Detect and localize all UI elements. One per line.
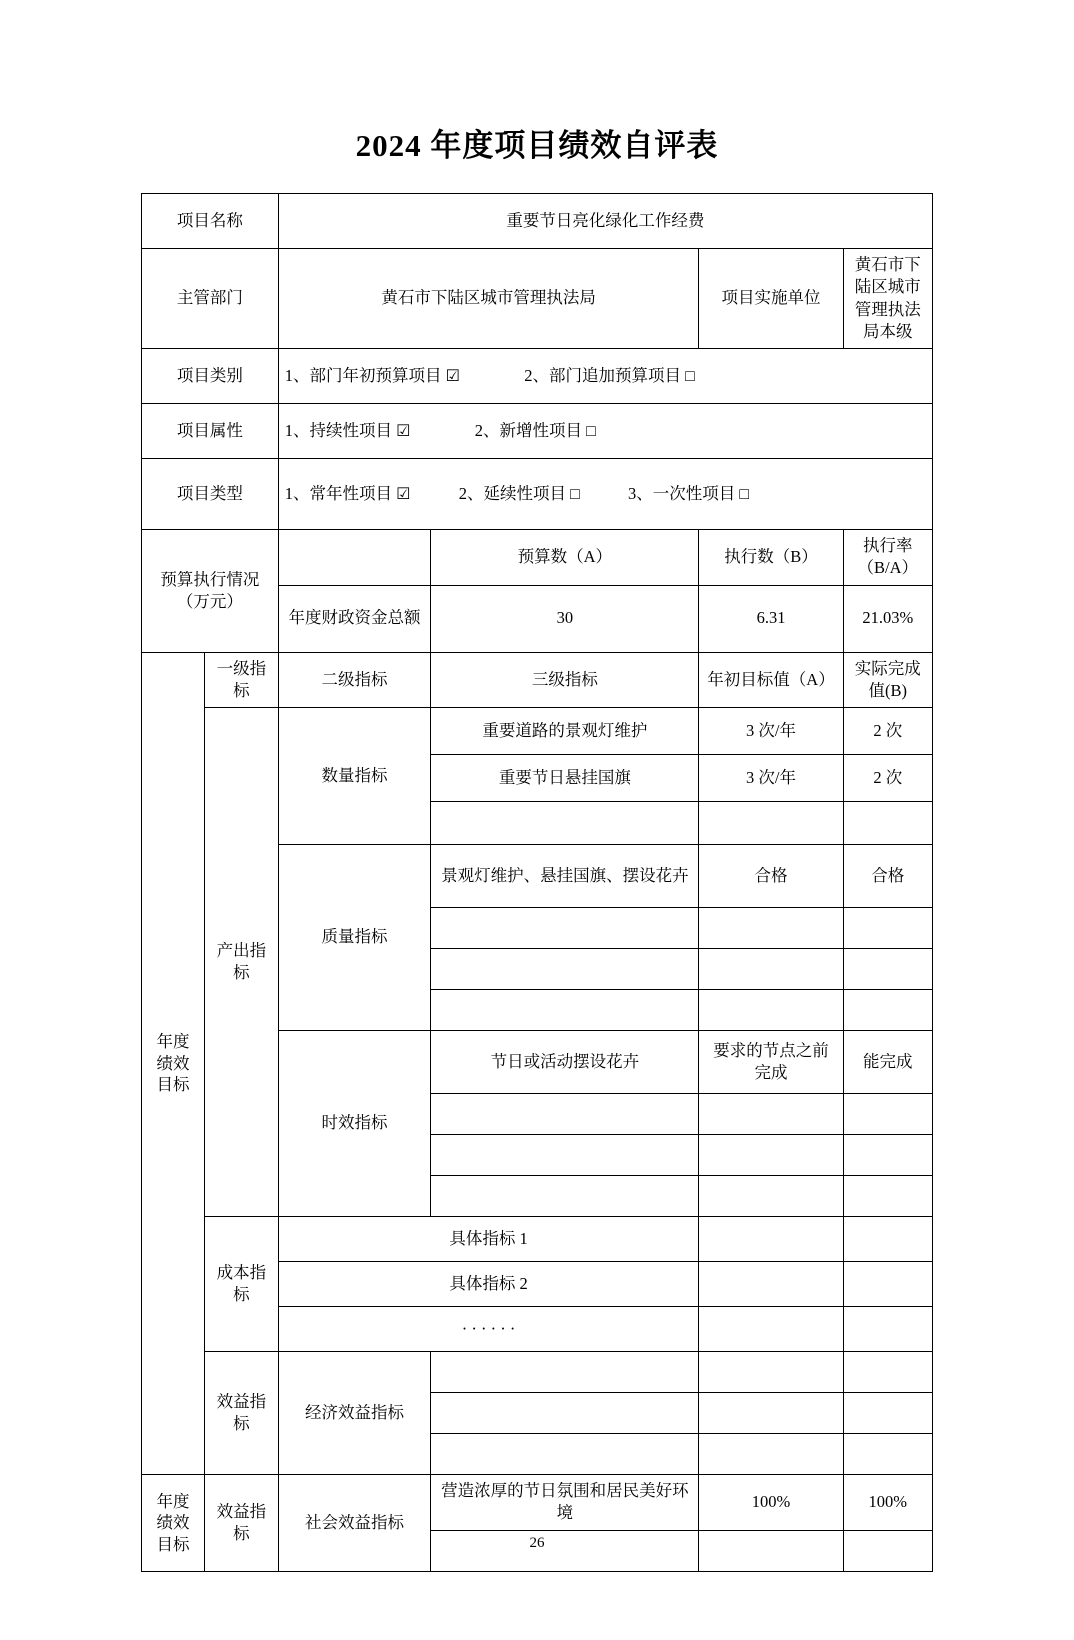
checkbox-checked-icon[interactable]: ☑ <box>445 367 460 385</box>
table-row-indicator-header <box>142 652 933 708</box>
label-implementation-unit: 项目实施单位 <box>699 249 843 349</box>
type-option-3-label: 3、一次性项目 <box>628 483 736 503</box>
table-row-project-name <box>142 194 933 249</box>
benefit-indicator-text: 效益指标 <box>216 1391 267 1434</box>
timeliness-actual-4 <box>843 1176 932 1217</box>
label-quantity-indicator: 数量指标 <box>278 708 431 845</box>
label-benefit-indicator-2 <box>205 1475 279 1572</box>
attribute-option-2[interactable] <box>475 420 596 443</box>
benefit-indicator-2-text: 效益指标 <box>216 1501 267 1543</box>
category-option-1[interactable] <box>285 365 460 388</box>
value-project-name: 重要节日亮化绿化工作经费 <box>278 194 932 249</box>
quality-target-2 <box>699 908 843 949</box>
economic-target-2 <box>699 1393 843 1434</box>
quality-indicator-2 <box>431 908 699 949</box>
budget-col-budget: 预算数（A） <box>431 530 699 586</box>
timeliness-actual-3 <box>843 1135 932 1176</box>
value-project-type <box>278 459 932 530</box>
quality-actual-3 <box>843 949 932 990</box>
type-option-2-label: 2、延续性项目 <box>458 483 566 503</box>
economic-actual-3 <box>843 1434 932 1475</box>
economic-indicator-1 <box>431 1352 699 1393</box>
quantity-target-1: 3 次/年 <box>699 708 843 755</box>
timeliness-indicator-2 <box>431 1094 699 1135</box>
quality-actual-1: 合格 <box>843 845 932 908</box>
checkbox-checked-icon[interactable]: ☑ <box>396 422 411 440</box>
timeliness-target-2 <box>699 1094 843 1135</box>
budget-col-actual: 执行数（B） <box>699 530 843 586</box>
performance-self-evaluation-table <box>141 193 933 1572</box>
checkbox-empty-icon[interactable]: □ <box>570 485 580 503</box>
label-annual-performance-goal-2 <box>142 1475 205 1572</box>
label-benefit-indicator <box>205 1352 279 1475</box>
cost-actual-3 <box>843 1307 932 1352</box>
quantity-actual-2: 2 次 <box>843 755 932 802</box>
value-implementation-unit: 黄石市下陆区城市管理执法局本级 <box>843 249 932 349</box>
checkbox-empty-icon[interactable]: □ <box>739 485 750 503</box>
quantity-indicator-2: 重要节日悬挂国旗 <box>431 755 699 802</box>
economic-target-1 <box>699 1352 843 1393</box>
label-project-type: 项目类型 <box>142 459 279 530</box>
quality-target-4 <box>699 990 843 1031</box>
quantity-actual-3 <box>843 802 932 845</box>
checkbox-empty-icon[interactable]: □ <box>586 422 596 440</box>
social-target-1: 100% <box>699 1475 843 1531</box>
quality-actual-2 <box>843 908 932 949</box>
table-row-project-attribute <box>142 404 933 459</box>
label-quality-indicator: 质量指标 <box>278 845 431 1031</box>
quantity-target-2: 3 次/年 <box>699 755 843 802</box>
col-level2-indicator: 二级指标 <box>278 652 431 708</box>
quality-actual-4 <box>843 990 932 1031</box>
label-budget-execution: 预算执行情况（万元） <box>142 530 279 653</box>
checkbox-empty-icon[interactable]: □ <box>685 367 695 385</box>
annual-performance-goal-text: 年度绩效目标 <box>156 1032 190 1095</box>
page-title: 2024 年度项目绩效自评表 <box>355 128 719 163</box>
label-social-benefit-indicator: 社会效益指标 <box>278 1475 431 1572</box>
cost-actual-2 <box>843 1262 932 1307</box>
timeliness-indicator-1: 节日或活动摆设花卉 <box>431 1031 699 1094</box>
label-output-indicator <box>205 708 279 1217</box>
budget-col-rate: 执行率（B/A） <box>843 530 932 586</box>
document-page <box>0 120 1074 1640</box>
type-option-1[interactable] <box>285 483 411 506</box>
budget-value-a: 30 <box>431 585 699 652</box>
type-option-2[interactable] <box>459 483 580 506</box>
quantity-actual-1: 2 次 <box>843 708 932 755</box>
economic-actual-2 <box>843 1393 932 1434</box>
col-level1-indicator: 一级指标 <box>205 652 279 708</box>
quality-indicator-1: 景观灯维护、悬挂国旗、摆设花卉 <box>431 845 699 908</box>
col-actual-value: 实际完成值(B) <box>843 652 932 708</box>
checkbox-checked-icon[interactable]: ☑ <box>396 485 411 503</box>
economic-indicator-2 <box>431 1393 699 1434</box>
budget-col-empty <box>278 530 431 586</box>
cost-target-1 <box>699 1217 843 1262</box>
table-row-department <box>142 249 933 349</box>
col-level3-indicator: 三级指标 <box>431 652 699 708</box>
cost-indicator-2: 具体指标 2 <box>278 1262 699 1307</box>
col-target-value: 年初目标值（A） <box>699 652 843 708</box>
quality-indicator-3 <box>431 949 699 990</box>
table-row-project-type <box>142 459 933 530</box>
cost-target-2 <box>699 1262 843 1307</box>
table-row-project-category <box>142 349 933 404</box>
label-department: 主管部门 <box>142 249 279 349</box>
timeliness-target-4 <box>699 1176 843 1217</box>
category-option-2[interactable] <box>524 365 695 388</box>
economic-indicator-3 <box>431 1434 699 1475</box>
label-project-category: 项目类别 <box>142 349 279 404</box>
type-option-3[interactable] <box>628 483 749 506</box>
label-economic-benefit-indicator: 经济效益指标 <box>278 1352 431 1475</box>
category-option-2-label: 2、部门追加预算项目 <box>524 365 681 385</box>
attribute-option-1-label: 1、持续性项目 <box>284 420 392 440</box>
timeliness-target-1: 要求的节点之前完成 <box>699 1031 843 1094</box>
timeliness-indicator-4 <box>431 1176 699 1217</box>
category-option-1-label: 1、部门年初预算项目 <box>284 365 442 385</box>
cost-indicator-1: 具体指标 1 <box>278 1217 699 1262</box>
value-project-attribute <box>278 404 932 459</box>
timeliness-indicator-3 <box>431 1135 699 1176</box>
timeliness-actual-1: 能完成 <box>843 1031 932 1094</box>
cost-target-3 <box>699 1307 843 1352</box>
table-row <box>142 1475 933 1531</box>
label-cost-indicator <box>205 1217 279 1352</box>
attribute-option-2-label: 2、新增性项目 <box>474 420 582 440</box>
value-project-category <box>278 349 932 404</box>
cost-actual-1 <box>843 1217 932 1262</box>
quantity-indicator-3 <box>431 802 699 845</box>
label-timeliness-indicator: 时效指标 <box>278 1031 431 1217</box>
quality-target-1: 合格 <box>699 845 843 908</box>
label-annual-performance-goal <box>142 652 205 1475</box>
budget-row-label: 年度财政资金总额 <box>278 585 431 652</box>
social-actual-1: 100% <box>843 1475 932 1531</box>
annual-performance-goal-2-text: 年度绩效目标 <box>156 1491 190 1554</box>
table-row-budget-header <box>142 530 933 586</box>
timeliness-target-3 <box>699 1135 843 1176</box>
quality-target-3 <box>699 949 843 990</box>
type-option-1-label: 1、常年性项目 <box>284 483 392 503</box>
label-project-name: 项目名称 <box>142 194 279 249</box>
quantity-target-3 <box>699 802 843 845</box>
table-row <box>142 1352 933 1393</box>
table-row <box>142 708 933 755</box>
cost-indicator-text: 成本指标 <box>216 1262 267 1305</box>
page-number: 26 <box>529 1535 545 1551</box>
label-project-attribute: 项目属性 <box>142 404 279 459</box>
timeliness-actual-2 <box>843 1094 932 1135</box>
budget-value-b: 6.31 <box>699 585 843 652</box>
attribute-option-1[interactable] <box>285 420 411 443</box>
budget-value-rate: 21.03% <box>843 585 932 652</box>
value-department: 黄石市下陆区城市管理执法局 <box>278 249 699 349</box>
economic-target-3 <box>699 1434 843 1475</box>
social-indicator-1: 营造浓厚的节日氛围和居民美好环境 <box>431 1475 699 1531</box>
quantity-indicator-1: 重要道路的景观灯维护 <box>431 708 699 755</box>
table-row <box>142 1217 933 1262</box>
cost-indicator-3: · · · · · · <box>278 1307 699 1352</box>
quality-indicator-4 <box>431 990 699 1031</box>
economic-actual-1 <box>843 1352 932 1393</box>
output-indicator-text: 产出指标 <box>216 940 267 983</box>
